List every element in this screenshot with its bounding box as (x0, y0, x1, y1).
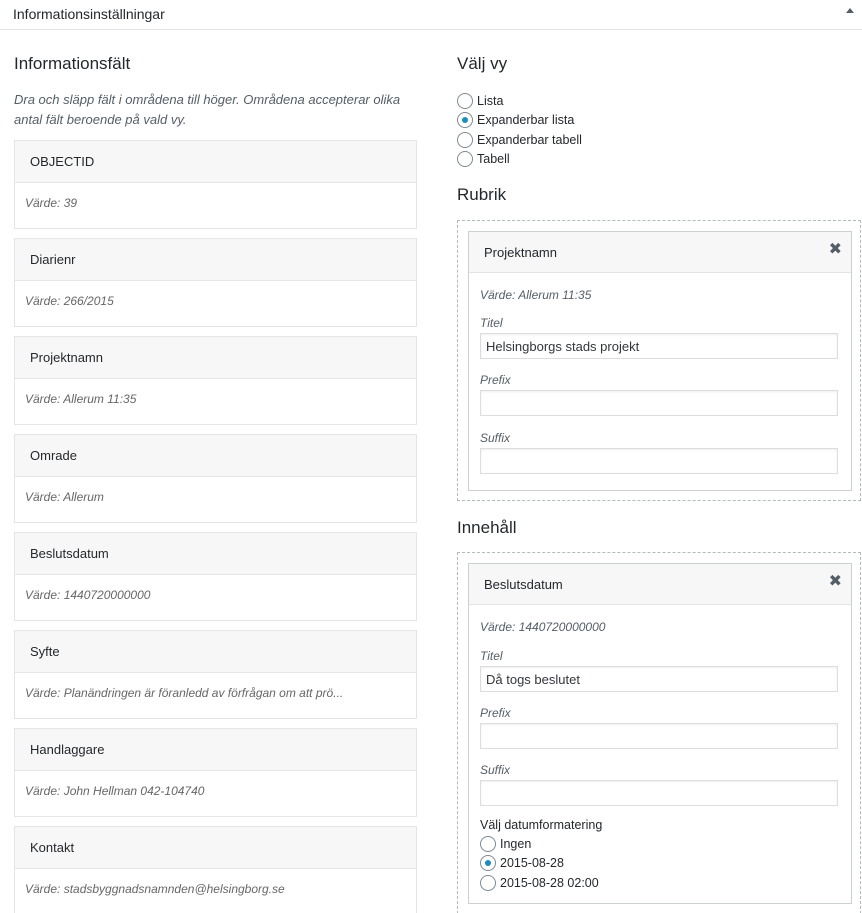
field-value: Värde: Allerum (25, 490, 104, 504)
field-card[interactable] (14, 826, 417, 913)
field-value: Värde: Allerum 11:35 (25, 392, 137, 406)
field-value: Värde: 266/2015 (25, 294, 114, 308)
innehall-heading: Innehåll (457, 518, 517, 537)
field-card[interactable] (14, 728, 417, 817)
titel-input[interactable] (480, 333, 838, 359)
close-icon[interactable]: ✖ (828, 573, 842, 590)
fields-section (14, 54, 417, 896)
field-name: Projektnamn (15, 337, 416, 379)
field-name: Omrade (15, 435, 416, 477)
radio-button[interactable] (480, 875, 496, 891)
box-header (469, 232, 851, 273)
view-option-label: Expanderbar tabell (477, 133, 582, 147)
radio-button-checked[interactable] (480, 855, 496, 871)
field-card[interactable] (14, 140, 417, 229)
field-value: Värde: 1440720000000 (25, 588, 151, 602)
close-icon[interactable]: ✖ (828, 241, 842, 258)
field-name: Handlaggare (15, 729, 416, 771)
panel-header[interactable] (0, 0, 862, 30)
titel-input[interactable] (480, 666, 838, 692)
radio-button[interactable] (480, 836, 496, 852)
prefix-input[interactable] (480, 723, 838, 749)
field-value: Värde: John Hellman 042-104740 (25, 784, 205, 798)
fields-description: Dra och släpp fält i områdena till höger. Områdena accepterar olika antal fält beroende på vald vy. (14, 92, 401, 127)
rubrik-field-box[interactable] (468, 231, 852, 491)
radio-button[interactable] (457, 132, 473, 148)
suffix-label: Suffix (480, 763, 511, 777)
date-option-date[interactable] (480, 853, 564, 873)
rubrik-dropzone[interactable] (457, 220, 861, 501)
field-name: Syfte (15, 631, 416, 673)
field-value: Värde: Planändringen är föranledd av förfrågan om att prö... (25, 686, 344, 700)
view-option-lista[interactable] (457, 91, 503, 111)
settings-column (457, 54, 861, 890)
view-option-label: Tabell (477, 152, 510, 166)
date-format-label: Välj datumformatering (480, 818, 603, 832)
date-option-label: 2015-08-28 02:00 (500, 876, 599, 890)
radio-button[interactable] (457, 93, 473, 109)
innehall-field-box[interactable] (468, 563, 852, 904)
radio-button[interactable] (457, 151, 473, 167)
radio-button-checked[interactable] (457, 112, 473, 128)
view-option-tabell[interactable] (457, 149, 510, 169)
view-heading: Välj vy (457, 54, 508, 73)
date-option-datetime[interactable] (480, 873, 599, 893)
date-option-label: Ingen (500, 837, 532, 851)
field-card[interactable] (14, 630, 417, 719)
box-header (469, 564, 851, 605)
field-card[interactable] (14, 434, 417, 523)
box-field-name: Beslutsdatum (484, 577, 563, 592)
titel-label: Titel (480, 649, 503, 663)
arrow-up-icon[interactable] (846, 8, 854, 13)
titel-label: Titel (480, 316, 503, 330)
field-value: Värde: 39 (25, 196, 78, 210)
field-card[interactable] (14, 532, 417, 621)
box-field-value: Värde: 1440720000000 (480, 620, 606, 634)
suffix-input[interactable] (480, 780, 838, 806)
suffix-input[interactable] (480, 448, 838, 474)
view-option-label: Lista (477, 94, 504, 108)
view-option-expanderbar-lista[interactable] (457, 110, 574, 130)
box-field-value: Värde: Allerum 11:35 (480, 288, 592, 302)
suffix-label: Suffix (480, 431, 511, 445)
prefix-input[interactable] (480, 390, 838, 416)
prefix-label: Prefix (480, 373, 511, 387)
field-name: OBJECTID (15, 141, 416, 183)
field-card[interactable] (14, 238, 417, 327)
date-option-label: 2015-08-28 (500, 856, 564, 870)
prefix-label: Prefix (480, 706, 511, 720)
field-name: Kontakt (15, 827, 416, 869)
date-option-ingen[interactable] (480, 834, 531, 854)
innehall-dropzone[interactable] (457, 552, 861, 913)
rubrik-heading: Rubrik (457, 185, 507, 204)
field-name: Diarienr (15, 239, 416, 281)
field-card[interactable] (14, 336, 417, 425)
fields-heading: Informationsfält (14, 54, 131, 73)
box-field-name: Projektnamn (484, 245, 557, 260)
field-name: Beslutsdatum (15, 533, 416, 575)
view-option-expanderbar-tabell[interactable] (457, 130, 582, 150)
view-option-label: Expanderbar lista (477, 113, 575, 127)
field-value: Värde: stadsbyggnadsnamnden@helsingborg.se (25, 882, 285, 896)
panel-title: Informationsinställningar (13, 6, 165, 22)
